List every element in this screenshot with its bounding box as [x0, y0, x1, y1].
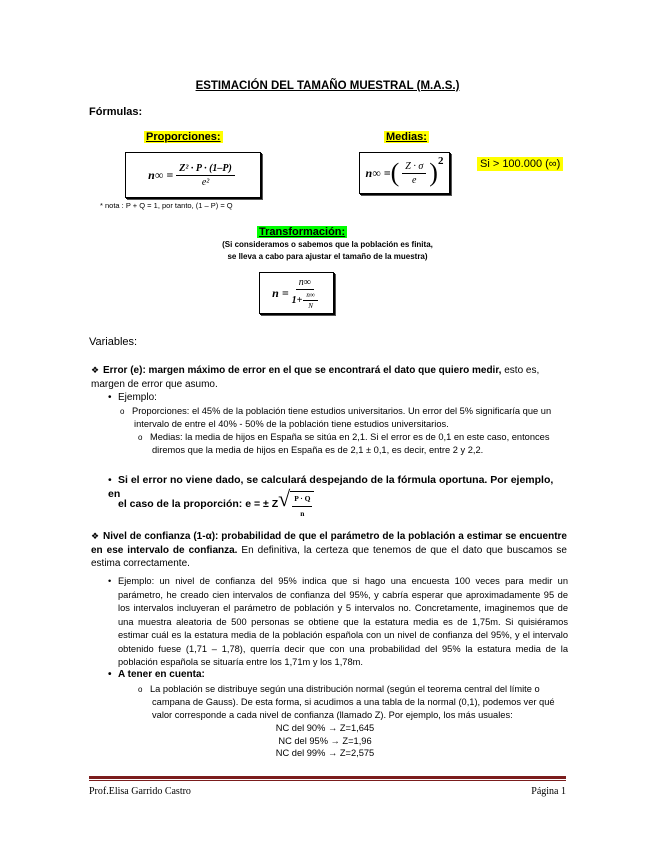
confidence-levels [255, 722, 395, 760]
means-exponent: 2 [437, 155, 444, 167]
means-formula-box [359, 152, 450, 194]
bullet-icon: • [108, 669, 112, 680]
footer-page-number: Página 1 [531, 786, 566, 797]
error-sub-means: o Medias: la media de hijos en España se sitúa en 2,1. Si el error es de 0,1 en este caso, entonces diremos que la media de hijos en España es de 2,1 ± 0,1, es decir, entre 2 y 2,2. [138, 432, 550, 455]
diamond-bullet-icon: ❖ [91, 365, 100, 375]
transformation-note-1: (Si consideramos o sabemos que la población es finita, [222, 240, 433, 249]
circle-bullet-icon: o [120, 407, 125, 416]
si-threshold-label: Si > 100.000 (∞) [477, 157, 563, 171]
bullet-icon: • [108, 474, 112, 486]
right-paren: ) [429, 158, 438, 187]
error-sqrt-formula: √ P · Q n [278, 489, 314, 520]
formulas-heading: Fórmulas: [89, 106, 143, 118]
confidence-level-90: NC del 90% → Z=1,645 [275, 723, 375, 733]
error-formula-lhs: e = ± Z [245, 497, 279, 510]
confidence-level-95: NC del 95% → Z=1,96 [278, 735, 372, 746]
transformation-formula-box [259, 272, 334, 314]
means-fraction [402, 161, 426, 186]
footer-rule [89, 776, 566, 779]
proportions-note: * nota : P + Q = 1, por tanto, (1 – P) = Q [100, 201, 233, 210]
variables-heading: Variables: [89, 336, 138, 348]
footer-rule-thin [89, 780, 566, 781]
means-denominator: e [412, 174, 417, 186]
transformation-denominator: 1+ $\frac{n\infty}{N}$ [292, 290, 318, 310]
confidence-note-text: o La población se distribuye según una distribución normal (según el teorema central del límite o campana de Gauss). De esta forma, si acudimos a una tabla de la normal (0,1), podemos ver qué valor corresponde a cada nivel de confianza (llamado Z). Por ejemplo, los más usuales: [138, 684, 555, 720]
means-label: Medias: [386, 131, 427, 143]
proportions-numerator: Z² · P · (1–P) [176, 163, 235, 176]
error-sub-proportions: o Proporciones: el 45% de la población tiene estudios universitarios. Un error del 5% significaría que un intervalo de entre el 40% - 50% de la población tiene estudios universitarios. [120, 406, 552, 429]
confidence-item: ❖ Nivel de confianza (1-α): probabilidad de que el parámetro de la población a estimar se encuentre en ese intervalo de confianza. En definitiva, la certeza que tenemos de que el dato que buscamos se estima correctamente. [91, 531, 567, 570]
error-example-label: • Ejemplo: [108, 392, 157, 403]
circle-bullet-icon: o [138, 685, 143, 694]
error-not-given-1: • Si el error no viene dado, se calculará despejando de la fórmula oportuna. Por ejemplo, en [108, 474, 554, 500]
transformation-numerator: n∞ [296, 277, 314, 290]
confidence-level-99: NC del 99% → Z=2,575 [275, 748, 375, 758]
error-not-given-2: el caso de la proporción: e = ± Z √ P · Q n [118, 489, 314, 520]
confidence-example: • Ejemplo: un nivel de confianza del 95% indica que si hago una encuesta 100 veces para medir un parámetro, he creado cien intervalos de confianza del 95%, y cabría esperar que aproximadamente 95 de los intervalos incluyeran el parámetro de población y 5 intervalos no. Concretamente, imaginemos que de una muestra aleatoria de 500 personas se obtiene que la estatura media es de 1,75m. Si quisiéramos estimar cuál es la estatura media de la población española con un nivel de confianza del 95%, y el intervalo obtenido fuese (1,71 – 1,78), querría decir que con una probabilidad del 95% la estatura media de la población española se situaría entre los 1,71m y los 1,78m. [108, 576, 568, 667]
proportions-label: Proporciones: [146, 131, 221, 143]
left-paren: ( [390, 158, 400, 187]
proportions-denominator: e² [201, 176, 210, 188]
bullet-icon: • [108, 392, 112, 403]
diamond-bullet-icon: ❖ [91, 531, 100, 541]
transformation-fraction [292, 277, 318, 310]
proportions-fraction [176, 163, 235, 188]
proportions-formula-box [125, 152, 261, 198]
error-item: ❖ Error (e): margen máximo de error en el que se encontrará el dato que quiero medir, esto es, margen de error que asumo. [91, 365, 540, 390]
circle-bullet-icon: o [138, 433, 143, 442]
means-lhs: n∞ = [365, 165, 391, 180]
transformation-label: Transformación: [259, 226, 346, 238]
footer-author: Prof.Elisa Garrido Castro [89, 786, 191, 797]
transformation-note-2: se lleva a cabo para ajustar el tamaño de la muestra) [227, 252, 428, 261]
bullet-icon: • [108, 576, 112, 586]
proportions-lhs: n∞ = [148, 167, 174, 182]
page-title: ESTIMACIÓN DEL TAMAÑO MUESTRAL (M.A.S.) [195, 80, 460, 92]
confidence-note-label: • A tener en cuenta: [108, 669, 205, 680]
means-numerator: Z · σ [402, 161, 426, 174]
transformation-lhs: n = [272, 285, 289, 300]
